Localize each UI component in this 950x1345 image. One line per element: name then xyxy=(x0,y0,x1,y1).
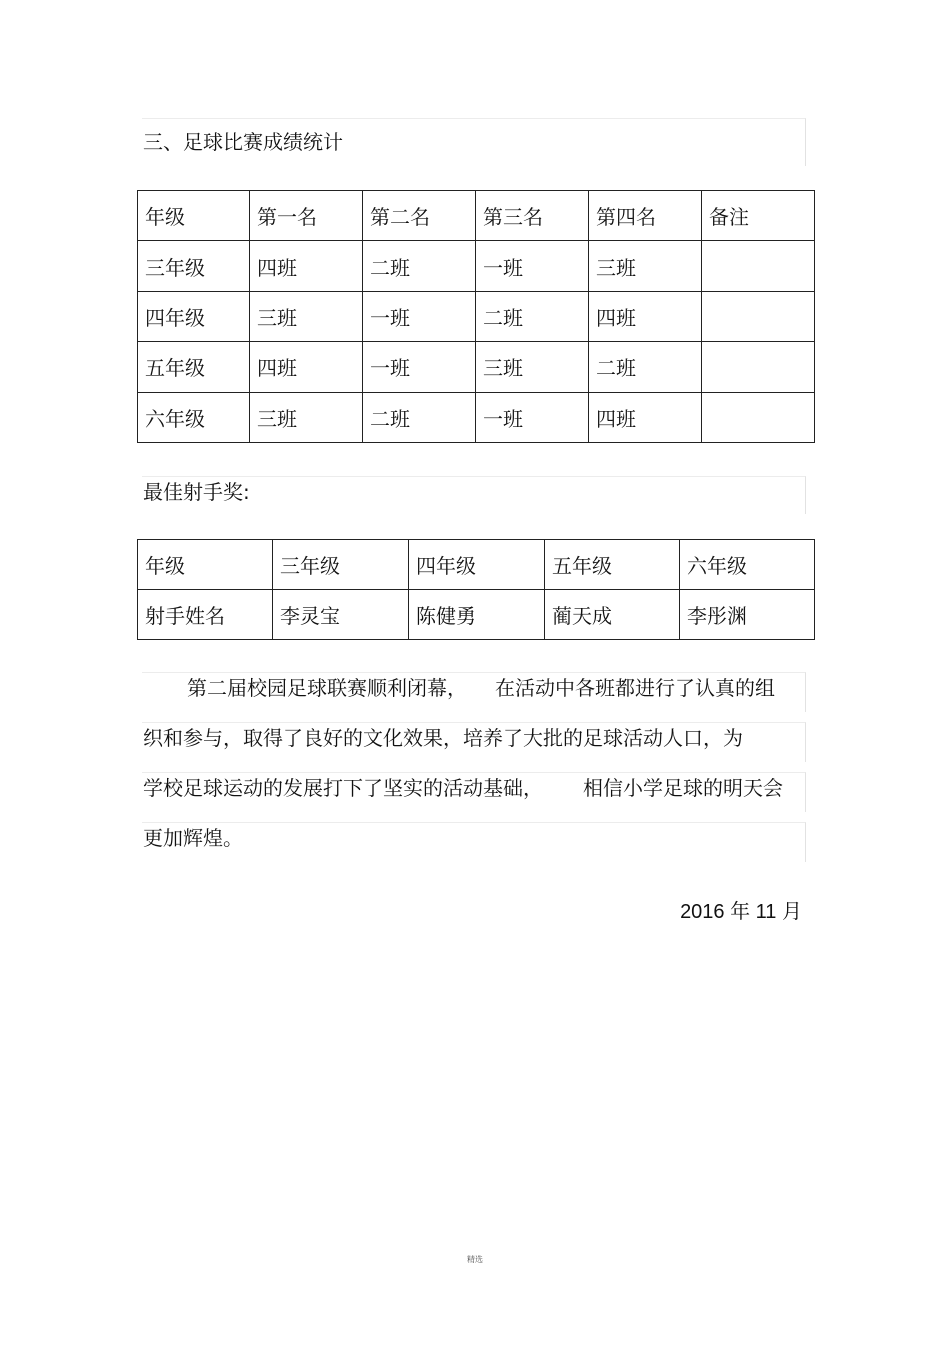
table-header-row xyxy=(138,191,815,241)
table-cell xyxy=(702,291,815,341)
table-cell: 三班 xyxy=(250,392,363,442)
paragraph-text: 更加辉煌。 xyxy=(143,826,243,850)
table-cell: 二班 xyxy=(476,291,589,341)
paragraph-text: 第二届校园足球联赛顺利闭幕， xyxy=(187,676,467,700)
table-row xyxy=(138,392,815,442)
paragraph-text: 学校足球运动的发展打下了坚实的活动基础， xyxy=(143,776,543,800)
table-cell: 六年级 xyxy=(138,392,250,442)
header-cell: 备注 xyxy=(702,191,815,241)
header-cell: 四年级 xyxy=(409,540,545,590)
table-cell: 二班 xyxy=(363,241,476,291)
table-cell: 一班 xyxy=(363,291,476,341)
results-table xyxy=(137,190,815,443)
table-cell: 三班 xyxy=(476,342,589,392)
table-cell xyxy=(702,392,815,442)
table-cell: 三班 xyxy=(589,241,702,291)
paragraph-text: 在活动中各班都进行了认真的组 xyxy=(495,676,775,700)
table-cell: 二班 xyxy=(589,342,702,392)
header-cell: 三年级 xyxy=(273,540,409,590)
header-cell: 第三名 xyxy=(476,191,589,241)
table-cell: 一班 xyxy=(476,241,589,291)
shooter-table xyxy=(137,539,815,640)
header-cell: 年级 xyxy=(138,540,273,590)
table-cell: 三年级 xyxy=(138,241,250,291)
header-cell: 年级 xyxy=(138,191,250,241)
table-cell: 四年级 xyxy=(138,291,250,341)
header-cell: 五年级 xyxy=(545,540,680,590)
table-cell: 四班 xyxy=(250,241,363,291)
header-cell: 六年级 xyxy=(680,540,815,590)
table-cell: 一班 xyxy=(476,392,589,442)
header-cell: 第二名 xyxy=(363,191,476,241)
table-header-row xyxy=(138,540,815,590)
paragraph-text: 相信小学足球的明天会 xyxy=(583,776,783,800)
table-cell xyxy=(702,241,815,291)
table-cell: 李灵宝 xyxy=(273,590,409,640)
table-row xyxy=(138,291,815,341)
table-row xyxy=(138,590,815,640)
table-cell xyxy=(702,342,815,392)
section-title: 三、足球比赛成绩统计 xyxy=(143,130,343,154)
table-row xyxy=(138,241,815,291)
table-row xyxy=(138,342,815,392)
page-footer: 精选 xyxy=(467,1255,483,1264)
table-cell: 四班 xyxy=(250,342,363,392)
document-date: 2016 年 11 月 xyxy=(680,901,802,923)
best-shooter-label: 最佳射手奖: xyxy=(143,480,250,504)
table-cell: 李彤渊 xyxy=(680,590,815,640)
table-cell: 陈健勇 xyxy=(409,590,545,640)
paragraph-text: 织和参与，取得了良好的文化效果，培养了大批的足球活动人口，为 xyxy=(143,726,743,750)
table-cell: 蔺天成 xyxy=(545,590,680,640)
table-cell: 射手姓名 xyxy=(138,590,273,640)
header-cell: 第一名 xyxy=(250,191,363,241)
table-cell: 一班 xyxy=(363,342,476,392)
table-cell: 五年级 xyxy=(138,342,250,392)
table-cell: 四班 xyxy=(589,392,702,442)
table-cell: 三班 xyxy=(250,291,363,341)
table-cell: 四班 xyxy=(589,291,702,341)
table-cell: 二班 xyxy=(363,392,476,442)
header-cell: 第四名 xyxy=(589,191,702,241)
